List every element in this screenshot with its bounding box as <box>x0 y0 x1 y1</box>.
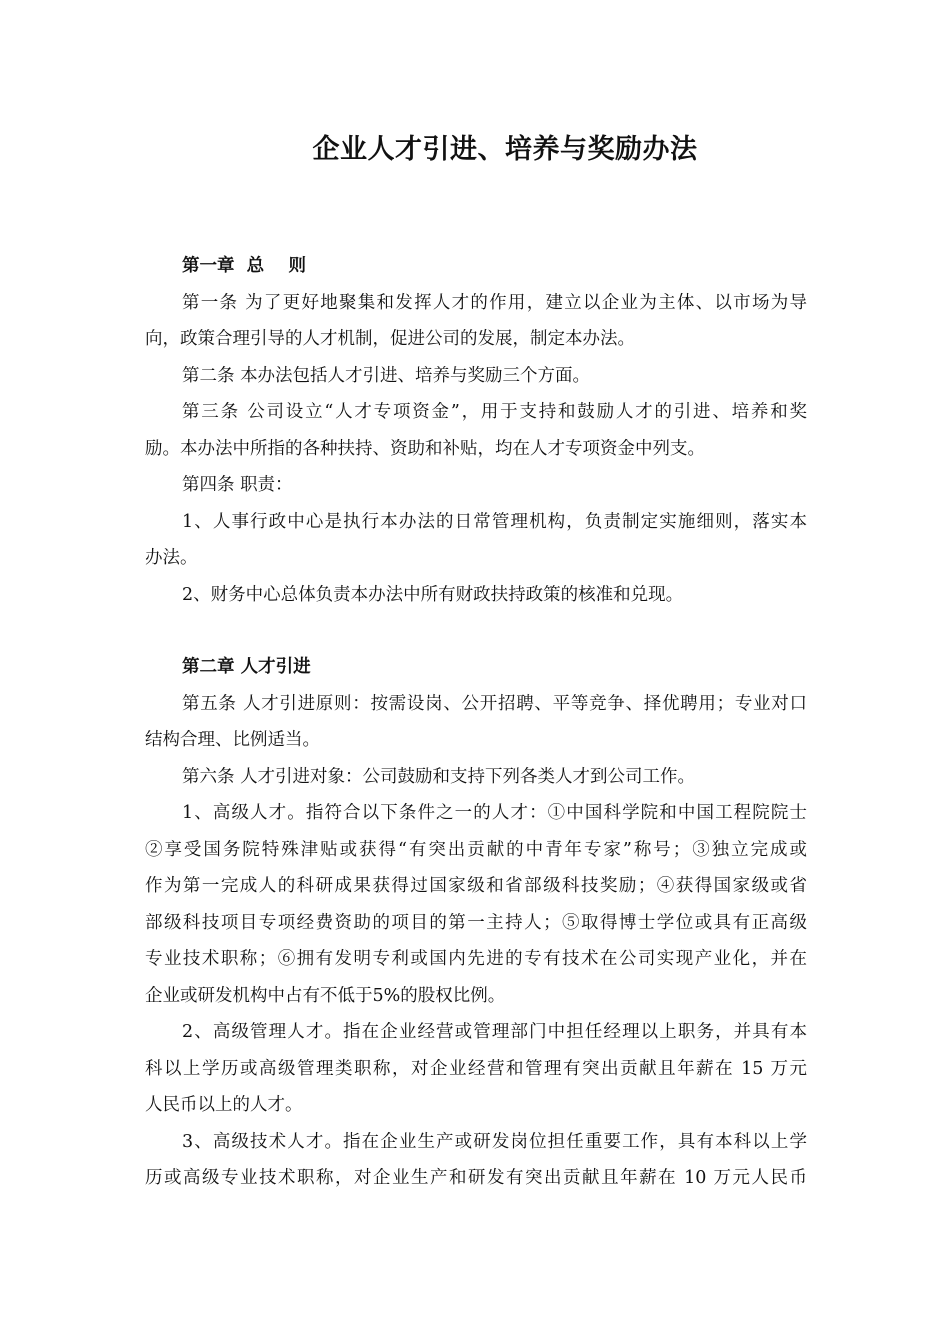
item-1-line-1: 1、高级人才。指符合以下条件之一的人才：①中国科学院和中国工程院院士 <box>182 803 807 823</box>
item-1-line-4: 部级科技项目专项经费资助的项目的第一主持人；⑤取得博士学位或具有正高级 <box>145 912 807 933</box>
duty-2: 2、财务中心总体负责本办法中所有财政扶持政策的核准和兑现。 <box>182 584 684 605</box>
item-2-line-2: 科以上学历或高级管理类职称，对企业经营和管理有突出贡献且年薪在 15 万元 <box>145 1058 807 1079</box>
item-1-line-5: 专业技术职称；⑥拥有发明专利或国内先进的专有技术在公司实现产业化，并在 <box>145 949 807 969</box>
article-1-line-1: 第一条 为了更好地聚集和发挥人才的作用，建立以企业为主体、以市场为导 <box>182 292 807 313</box>
article-5-line-1: 第五条 人才引进原则：按需设岗、公开招聘、平等竞争、择优聘用；专业对口 <box>182 693 807 714</box>
article-3-line-1: 第三条 公司设立“人才专项资金”，用于支持和鼓励人才的引进、培养和奖 <box>182 402 807 422</box>
item-1-line-3: 作为第一完成人的科研成果获得过国家级和省部级科技奖励；④获得国家级或省 <box>145 876 807 896</box>
item-1-line-6: 企业或研发机构中占有不低于5%的股权比例。 <box>145 985 506 1006</box>
document-body <box>145 248 807 1197</box>
item-2-line-1: 2、高级管理人才。指在企业经营或管理部门中担任经理以上职务，并具有本 <box>182 1022 807 1042</box>
article-1-line-2: 向，政策合理引导的人才机制，促进公司的发展，制定本办法。 <box>145 329 635 349</box>
item-3-line-2: 历或高级专业技术职称，对企业生产和研发有突出贡献且年薪在 10 万元人民币 <box>145 1168 807 1188</box>
chapter-1-heading: 第一章 总 则 <box>182 256 307 276</box>
article-4: 第四条 职责： <box>182 475 293 495</box>
article-3-line-2: 励。本办法中所指的各种扶持、资助和补贴，均在人才专项资金中列支。 <box>145 438 705 459</box>
section-gap <box>145 613 807 649</box>
article-2: 第二条 本办法包括人才引进、培养与奖励三个方面。 <box>182 365 591 386</box>
article-5-line-2: 结构合理、比例适当。 <box>145 730 320 750</box>
duty-1-line-1: 1、人事行政中心是执行本办法的日常管理机构，负责制定实施细则，落实本 <box>182 511 807 532</box>
item-1-line-2: ②享受国务院特殊津贴或获得“有突出贡献的中青年专家”称号；③独立完成或 <box>145 839 807 860</box>
document-title: 企业人才引进、培养与奖励办法 <box>312 134 698 165</box>
item-2-line-3: 人民币以上的人才。 <box>145 1095 303 1115</box>
article-6: 第六条 人才引进对象：公司鼓励和支持下列各类人才到公司工作。 <box>182 766 696 787</box>
duty-1-line-2: 办法。 <box>145 548 198 568</box>
chapter-2-heading: 第二章 人才引进 <box>182 657 311 677</box>
item-3-line-1: 3、高级技术人才。指在企业生产或研发岗位担任重要工作，具有本科以上学 <box>182 1131 807 1152</box>
